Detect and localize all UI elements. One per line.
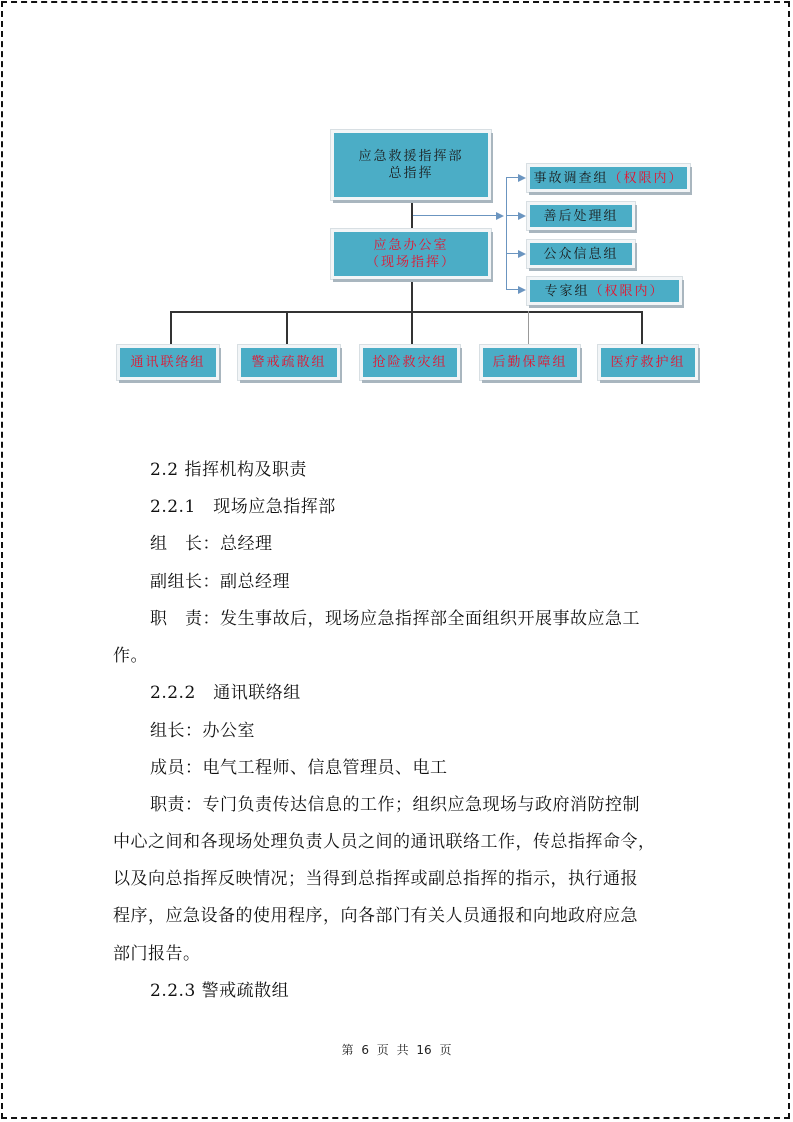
group-leader-line: 组长：办公室 xyxy=(150,721,255,741)
group-label: 善后处理组 xyxy=(543,208,619,224)
comm-duty-line-5: 部门报告。 xyxy=(113,944,201,964)
group-label: 警戒疏散组 xyxy=(251,355,327,370)
leader-line: 组 长：总经理 xyxy=(150,534,273,554)
site-command-subtitle: （现场指挥） xyxy=(365,255,456,270)
group-suffix: （权限内） xyxy=(589,283,665,299)
comm-duty-line-2: 中心之间和各现场处理负责人员之间的通讯联络工作，传总指挥命令， xyxy=(113,832,656,852)
connector-drop-4 xyxy=(528,311,529,346)
comm-duty-line-1: 职责：专门负责传达信息的工作；组织应急现场与政府消防控制 xyxy=(150,795,640,815)
group-label: 事故调查组 xyxy=(533,170,609,186)
section-heading-2-2-2: 2.2.2 通讯联络组 xyxy=(150,683,301,703)
arrow-icon xyxy=(518,212,526,220)
accident-investigation-box xyxy=(527,164,690,192)
connector-top-to-office xyxy=(411,199,413,229)
members-line: 成员：电气工程师、信息管理员、电工 xyxy=(150,758,448,778)
group-label: 公众信息组 xyxy=(543,246,619,262)
connector-drop-3 xyxy=(411,311,413,346)
page-footer: 第 6 页 共 16 页 xyxy=(341,1043,452,1057)
group-label: 通讯联络组 xyxy=(130,355,206,370)
connector-drop-2 xyxy=(286,311,288,346)
connector-to-side-groups xyxy=(413,215,500,216)
deputy-leader-line: 副组长：副总经理 xyxy=(150,572,290,592)
command-headquarters-box xyxy=(331,130,491,200)
commander-title: 总指挥 xyxy=(388,166,434,181)
medical-rescue-box xyxy=(598,345,698,380)
duty-line-2: 作。 xyxy=(113,646,148,666)
command-headquarters-title: 应急救援指挥部 xyxy=(358,149,464,164)
comm-duty-line-4: 程序，应急设备的使用程序，向各部门有关人员通报和向地政府应急 xyxy=(113,906,638,926)
section-heading-2-2-3: 2.2.3 警戒疏散组 xyxy=(150,981,290,1001)
duty-line-1: 职 责：发生事故后，现场应急指挥部全面组织开展事故应急工 xyxy=(150,609,640,629)
communication-liaison-box xyxy=(117,345,219,380)
connector-horizontal-bus xyxy=(170,311,642,313)
comm-duty-line-3: 以及向总指挥反映情况；当得到总指挥或副总指挥的指示，执行通报 xyxy=(113,869,638,889)
section-heading-2-2-1: 2.2.1 现场应急指挥部 xyxy=(150,497,336,517)
group-label: 医疗救护组 xyxy=(610,355,686,370)
logistics-support-box xyxy=(480,345,580,380)
org-chart xyxy=(0,0,793,400)
arrow-icon xyxy=(518,286,526,294)
security-evacuation-box xyxy=(238,345,340,380)
connector-office-down xyxy=(411,277,413,313)
rescue-relief-box xyxy=(360,345,460,380)
expert-group-box xyxy=(527,277,682,305)
emergency-office-title: 应急办公室 xyxy=(373,238,449,253)
connector-drop-5 xyxy=(641,311,643,346)
group-suffix: （权限内） xyxy=(608,170,684,186)
arrow-icon xyxy=(518,250,526,258)
arrow-icon xyxy=(496,212,504,220)
public-information-box xyxy=(527,240,635,268)
side-bus-vertical xyxy=(506,177,507,290)
connector-drop-1 xyxy=(170,311,172,346)
arrow-icon xyxy=(518,174,526,182)
group-label: 专家组 xyxy=(544,283,590,299)
aftermath-handling-box xyxy=(527,202,635,230)
section-heading-2-2: 2.2 指挥机构及职责 xyxy=(150,460,307,480)
group-label: 后勤保障组 xyxy=(492,355,568,370)
group-label: 抢险救灾组 xyxy=(372,355,448,370)
emergency-office-box xyxy=(331,229,491,279)
